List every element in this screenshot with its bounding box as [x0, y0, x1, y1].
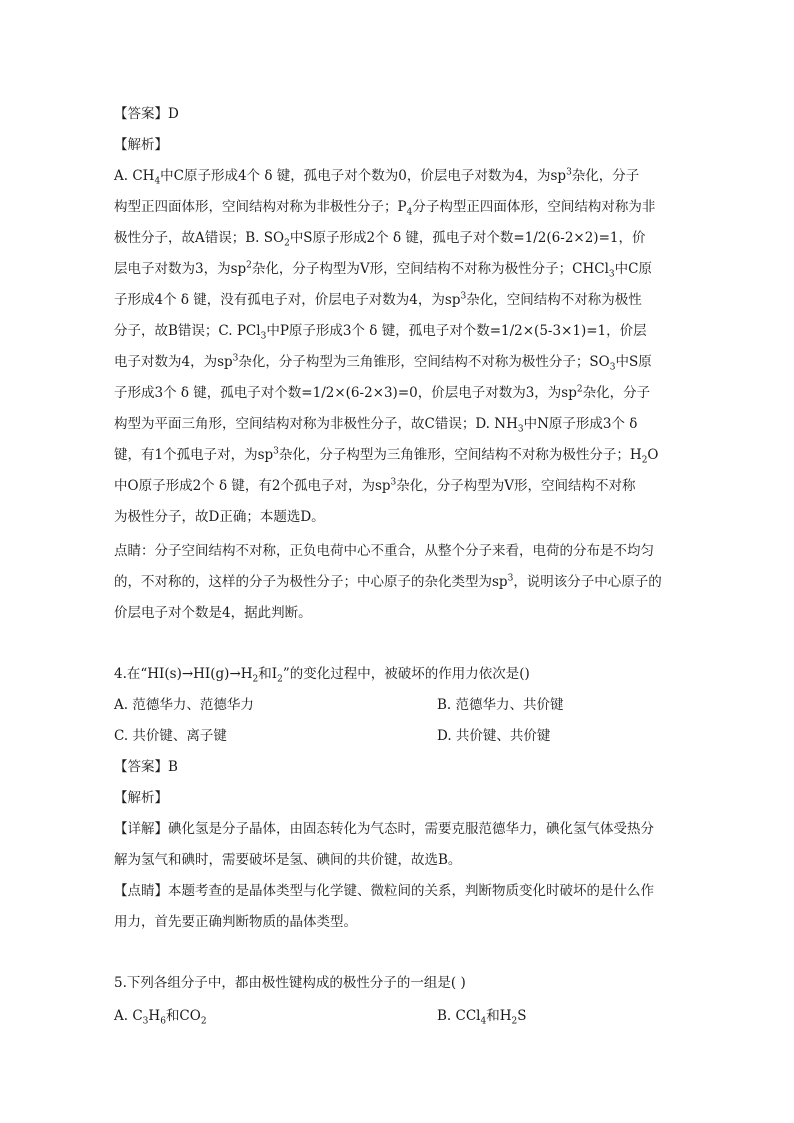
q4-option-d: D. 共价键、共价键 — [437, 728, 551, 744]
q4-tip-line-1: 【点睛】本题考查的是晶体类型与化学键、微粒间的关系，判断物质变化时破坏的是什么作 — [114, 883, 654, 899]
q3-analysis-line-7: 电子对数为4，为$sp^3$杂化，分子构型为三角锥形，空间结构不对称为极性分子；$SO_3$中S原 — [114, 353, 652, 373]
q3-tip-line-3: 价层电子对个数是4，据此判断。 — [114, 605, 312, 621]
q4-option-b: B. 范德华力、共价键 — [437, 697, 564, 713]
q3-analysis-line-5: 子形成4个 δ 键，没有孤电子对，价层电子对数为4，为$sp^3$杂化，空间结构不对称为极性 — [114, 291, 642, 308]
q4-tip-line-2: 用力，首先要正确判断物质的晶体类型。 — [114, 914, 357, 930]
q3-tip-line-1: 点睛：分子空间结构不对称，正负电荷中心不重合，从整个分子来看，电荷的分布是不均匀 — [114, 543, 654, 559]
q3-analysis-line-9: 构型为平面三角形，空间结构对称为非极性分子，故C错误；D. $NH_3$中N原子形成3个 δ — [114, 416, 638, 435]
q3-analysis-line-10: 键，有1个孤电子对，为$sp^3$杂化，分子构型为三角锥形，空间结构不对称为极性分子；$H_2O$ — [114, 446, 659, 466]
q5-option-b: B. CCl$_4$和$H_2S$ — [437, 1008, 527, 1027]
q3-analysis-line-2: 构型正四面体形，空间结构对称为非极性分子；$P_4$分子构型正四面体形，空间结构对称为非 — [114, 199, 656, 218]
q4-stem: 4.在“$HI(s)\to HI(g)\to H_2$和$I_2$”的变化过程中，被破坏的作用力依次是() — [114, 666, 530, 685]
q3-analysis-line-8: 子形成3个 δ 键，孤电子对个数=1/2×(6-2×3)=0，价层电子对数为3，为$sp^2$杂化，分子 — [114, 384, 651, 401]
q3-analysis-line-4: 层电子对数为3，为$sp^2$杂化，分子构型为V形，空间结构不对称为极性分子；CHCl$_3$中C原 — [114, 260, 652, 280]
q3-answer: 【答案】D — [114, 106, 179, 122]
q3-tip-line-2: 的，不对称的，这样的分子为极性分子；中心原子的杂化类型为$sp^3$，说明该分子中心原子的 — [114, 573, 662, 590]
q4-detail-line-1: 【详解】碘化氢是分子晶体，由固态转化为气态时，需要克服范德华力，碘化氢气体受热分 — [114, 821, 654, 837]
q4-option-a: A. 范德华力、范德华力 — [114, 697, 254, 713]
q4-detail-line-2: 解为氢气和碘时，需要破坏是氢、碘间的共价键，故选B。 — [114, 852, 462, 868]
q3-analysis-label: 【解析】 — [114, 137, 168, 153]
q3-analysis-line-11: 中O原子形成2个 δ 键，有2个孤电子对，为$sp^3$杂化，分子构型为V形，空间结构不对称 — [114, 477, 636, 494]
q3-analysis-line-1: A. $CH_4$中C原子形成4个 δ 键，孤电子对个数为0，价层电子对数为4，为$sp^3$杂化，分子 — [114, 167, 640, 187]
q4-option-c: C. 共价键、离子键 — [114, 728, 227, 744]
q3-analysis-line-6: 分子，故B错误；C. PCl$_3$中P原子形成3个 δ 键，孤电子对个数=1/2×(5-3×1)=1，价层 — [114, 323, 647, 342]
q4-analysis-label: 【解析】 — [114, 790, 168, 806]
q3-analysis-line-3: 极性分子，故A错误；B. $SO_2$中S原子形成2个 δ 键，孤电子对个数=1/2(6-2×2)=1，价 — [114, 230, 646, 249]
q5-option-a: A. $C_3H_6$和$CO_2$ — [114, 1008, 207, 1027]
q4-answer: 【答案】B — [114, 759, 178, 775]
q5-stem: 5.下列各组分子中，都由极性键构成的极性分子的一组是( ) — [114, 975, 466, 991]
q3-analysis-line-12: 为极性分子，故D正确；本题选D。 — [114, 509, 325, 525]
